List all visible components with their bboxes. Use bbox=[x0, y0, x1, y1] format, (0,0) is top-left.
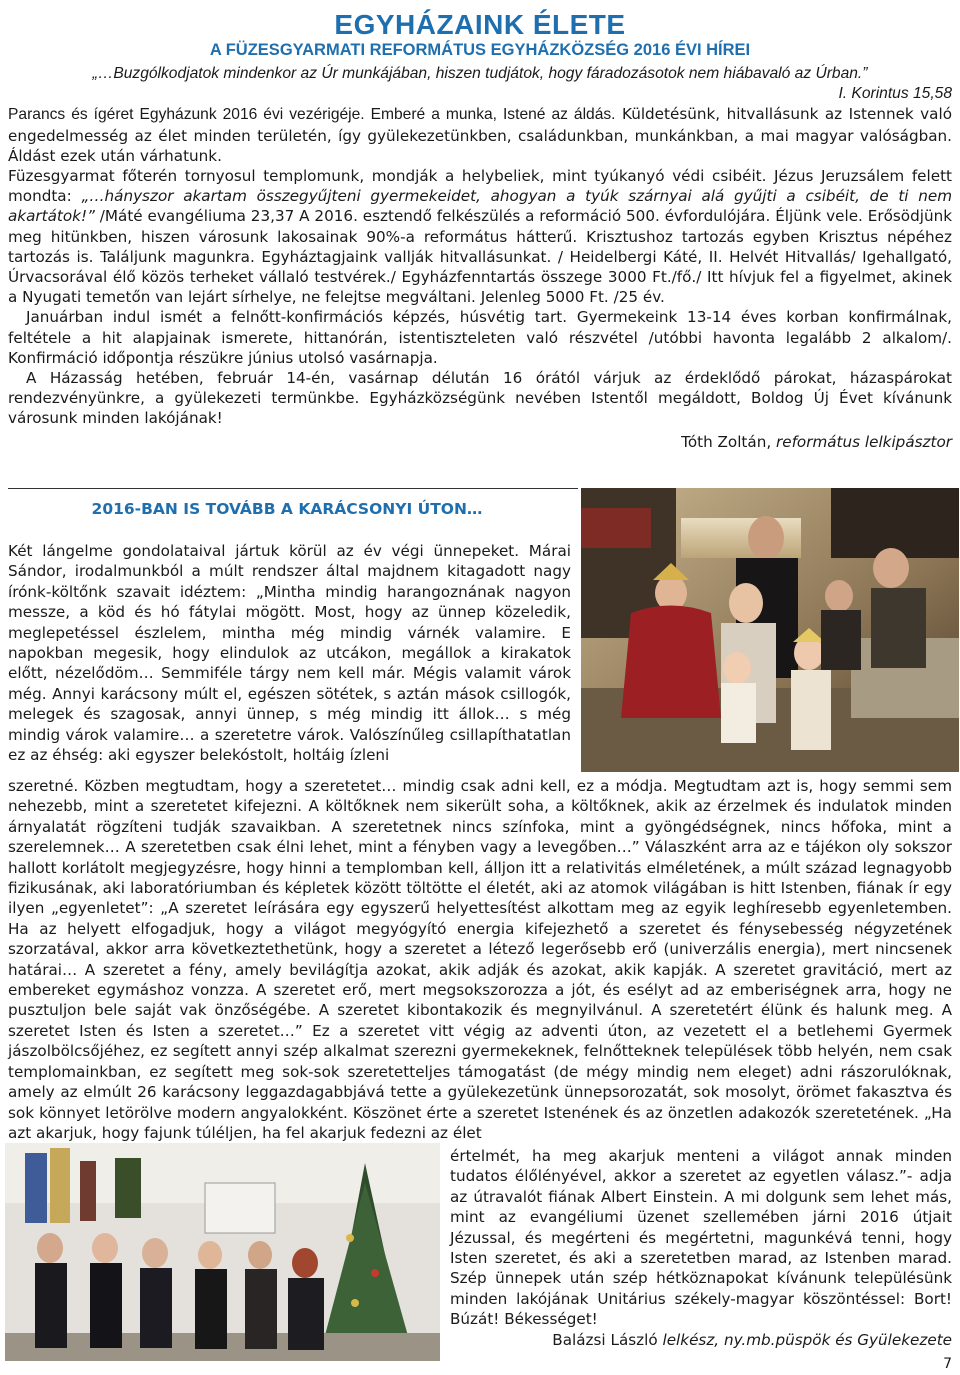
signature-role: lelkész, ny.mb.püspök és Gyülekezete bbox=[662, 1330, 952, 1349]
page-number: 7 bbox=[943, 1356, 952, 1372]
bible-quote-reference: I. Korintus 15,58 bbox=[838, 85, 952, 103]
paragraph-motto-lead: Parancs és ígéret Egyházunk 2016 évi vezérigéje. Emberé a munka, Istené az áldás. bbox=[8, 106, 616, 124]
paragraph-church bbox=[8, 166, 952, 307]
signature-role: református lelkipásztor bbox=[775, 432, 952, 451]
jesus-quote: „…hányszor akartam összegyűjteni gyermekeidet, ahogyan a tyúk szárnyai alá gyűjti a csibéit, de ti nem akartátok!” bbox=[8, 187, 952, 226]
paragraph-motto-rest: Küldetésünk, hitvallásunk az Istennek való engedelmesség az élet minden területén, így gyülekezetünkben, családunkban, munkánkban, a mai magyar valóságban. Áldást ezek után várhatunk. bbox=[8, 105, 952, 165]
page-subtitle: A FÜZESGYARMATI REFORMÁTUS EGYHÁZKÖZSÉG 2016 ÉVI HÍREI bbox=[209, 41, 751, 59]
page-header bbox=[0, 10, 960, 60]
article2-text-left: Két lángelme gondolataival jártuk körül az év végi ünnepeket. Márai Sándor, irodalmunkból a múlt rendszer által majdnem kitagadott nagy írónk-költőnk szavait idéztem: „Mintha mindig harangoznának nagyon messze, a köd és hó fátylai mögött. Most, hogy az ünnep közeledik, meglepetéssel észlelem, mintha még mindig várnék valamire. E napokban megesik, hogy elindulok az utcákon, megállok a kirakatok előtt, nézelődöm… Semmiféle tárgy nem kell már. Mégis valamit várok még. Annyi karácsony múlt el, egészen sötétek, s aztán mások csillogók, melegek és szagosak, annyi ünnep, s még mindig itt állok… s még mindig várok valamire… a szeretetre várok. Valószínűleg csillapíthatatlan ez az éhség: aki egyszer belekóstolt, holtáig ízleni bbox=[8, 542, 571, 765]
paragraph-church-text-b: /Máté evangéliuma 23,37 A 2016. esztendő felkészülés a reformáció 500. évfordulójára. Éljünk vele. Erősödjünk meg hitünkben, hiszen városunk lakosainak 90%-a református hátterű. Krisztushoz tartozás egyben Krisztus népéhez tartozás is. Találjunk magunkra. Egyháztagjaink vallják hitvallásunkat. / Heidelbergi Káté, II. Helvét Hitvallás/ Igehallgató, Úrvacsorával élő közös terheket vállaló testvérek./ Egyházfenntartás összege 3000 Ft./fő./ Itt hívjuk fel a figyelmet, akinek a Nyugati temetőn van lejárt sírhelye, ne felejtse megváltani. Jelenleg 5000 Ft. /25 év. bbox=[8, 207, 952, 307]
article2-text-right bbox=[450, 1146, 952, 1350]
article2-title: 2016-BAN IS TOVÁBB A KARÁCSONYI ÚTON… bbox=[91, 500, 483, 518]
paragraph-motto bbox=[8, 104, 952, 166]
article2-text-full: szeretné. Közben megtudtam, hogy a szeretetet… mindig csak adni kell, ez a módja. Megtudtam azt is, hogy semmi sem nehezebb, mint a szeretetet kifejezni. A költőknek nem sikerült soha, a költőknek, akik az érzelmek és indulatok minden árnyalatát rögzíteni tudják szavaikban. A szeretetnek nincs színfoka, mint a gyöngédségnek, nincs hőfoka, mint a szerelemnek… A szeretetben csak élni lehet, mint a fényben vagy a levegőben…” Válaszként arra az e tájékon oly sokszor hallott korlátolt megjegyzésre, hogy hinni a templomban kell, álljon itt a relativitás elméletének, a múlt század legnagyobb fizikusának, aki laboratóriumban és képletek között töltötte el életét, aki az atomok világában is hitt Istenben, fiának ír egy ilyen „egyenletet”: „A szeretet leírására egy egyszerű helyettesítést alkottam meg az egyik leghíresebb egyenletemben. Ha az helyett elfogadjuk, hogy a világot megyógyító energia kifejezhető a szeretet és fénysebesség négyzetének szorzatával, akkor arra következtethetünk, hogy a szeretet a létező legerősebb erő (univerzális energia), mert nincsenek határai… A szeretet a fény, amely bevilágítja azokat, akik adják és azokat, akik kapják. A szeretet gravitáció, mert az embereket egymáshoz vonzza. A szeretet erő, mert megsokszorozza a jót, és esélyt ad az emberiségnek arra, hogy ne pusztuljon bele saját vak önzőségébe. A szeretet kibontakozik és megnyilvánul. A szeretetért élünk és halunk meg. A szeretet Isten és Isten a szeretet…” Ez a szeretet vitt végig az adventi úton, az vezetett el a betlehemi Gyermek jászolbölcsőjéhez, ez segített annyi szép alkalmat szerezni gyermekeknek, felnőtteknek települések több helyén, nem csak templomainkban, ez segített meg sok-sok szeretetteljes támogatást (de mégy mindig nem eleget) adni rászorulóknak, amely az elmúlt 26 karácsony leggazdagabbjává tette a gyülekezetünk ünnepsorozatát, sok mosolyt, örömet fakasztva és sok könnyet letörölve modern angyalokként. Köszönet érte a szeretet Istenének és az önzetlen adakozók szeretetének. „Ha azt akarjuk, hogy fajunk túléljen, ha fel akarjuk fedezni az élet bbox=[8, 777, 952, 1142]
signature-name: Balázsi László bbox=[552, 1330, 663, 1349]
section-divider bbox=[8, 488, 578, 489]
signature-toth bbox=[8, 432, 952, 452]
signature-name: Tóth Zoltán, bbox=[681, 432, 776, 451]
article-church-news bbox=[8, 64, 952, 452]
signature-balazsi bbox=[450, 1330, 952, 1350]
bible-quote: „…Buzgólkodjatok mindenkor az Úr munkájában, hiszen tudjátok, hogy fáradozásotok nem hiábavaló az Úrban.” bbox=[92, 65, 868, 82]
article2-text-right-body: értelmét, ha meg akarjuk menteni a világot annak minden tudatos élőlényével, akkor a szeretet az egyetlen válasz.”- adja az útravalót fiának Albert Einstein. A mi dolgunk sem lehet más, mint az evangéliumi üzenet szellemében járni 2016 útjait Jézussal, és megérteni és megértetni, magunkévá tenni, hogy Isten szeretet, és aki a szeretetben marad, az Istenben marad. Szép ünnepek után szép hétköznapokat kívánunk településünk minden lakójának Unitárius székely-magyar köszöntéssel: Bort! Búzát! Békességet! bbox=[450, 1147, 952, 1329]
paragraph-marriage-week: A Házasság hetében, február 14-én, vasárnap délután 16 órától várjuk az érdeklődő párokat, házaspárokat rendezvényünkre, a gyülekezeti termünkbe. Egyházközségünk nevében Istentől megáldott, Boldog Új Évet kívánunk városunk minden lakójának! bbox=[8, 369, 952, 428]
paragraph-church-text-a: Füzesgyarmat főterén tornyosul templomunk, mondják a helybeliek, mint tyúkanyó védi csibéit. Jézus Jeruzsálem felett mondta: bbox=[8, 167, 952, 206]
nativity-play-photo bbox=[581, 488, 959, 772]
choir-photo bbox=[5, 1143, 440, 1361]
paragraph-confirmation: Januárban indul ismét a felnőtt-konfirmációs képzés, húsvétig tart. Gyermekeink 13-14 éves korban konfirmálnak, feltétele a hit alapjainak ismerete, hittanórán, istentiszteleten való részvétel /utóbbi havonta legalább 2 alkalom/. Konfirmáció időpontja részükre június utolsó vasárnapja. bbox=[8, 308, 952, 367]
page-title: EGYHÁZAINK ÉLETE bbox=[334, 9, 626, 40]
